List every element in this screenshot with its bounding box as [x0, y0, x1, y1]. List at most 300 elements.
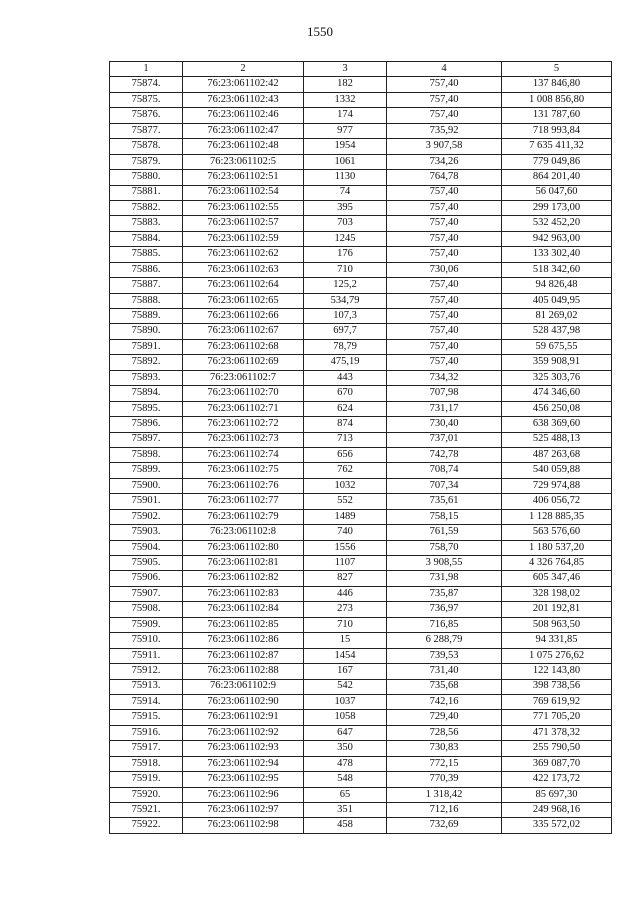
row-number-cell: 75889.: [110, 309, 183, 324]
table-row: [110, 818, 612, 833]
cadastral-number-cell: 76:23:061102:64: [183, 278, 304, 293]
table-row: [110, 216, 612, 231]
specific-value-cell: 757,40: [387, 339, 502, 354]
column-header-2: 2: [183, 62, 304, 77]
column-header-5: 5: [502, 62, 612, 77]
specific-value-cell: 758,70: [387, 540, 502, 555]
table-row: [110, 123, 612, 138]
area-cell: 1061: [304, 154, 387, 169]
cadastral-number-cell: 76:23:061102:96: [183, 787, 304, 802]
area-cell: 762: [304, 463, 387, 478]
specific-value-cell: 757,40: [387, 77, 502, 92]
area-cell: 713: [304, 432, 387, 447]
row-number-cell: 75905.: [110, 556, 183, 571]
column-header-1: 1: [110, 62, 183, 77]
cadastral-value-cell: 769 619,92: [502, 694, 612, 709]
cadastral-value-cell: 779 049,86: [502, 154, 612, 169]
column-header-3: 3: [304, 62, 387, 77]
specific-value-cell: 757,40: [387, 278, 502, 293]
cadastral-value-cell: 359 908,91: [502, 355, 612, 370]
cadastral-number-cell: 76:23:061102:71: [183, 401, 304, 416]
cadastral-value-cell: 508 963,50: [502, 617, 612, 632]
specific-value-cell: 731,17: [387, 401, 502, 416]
area-cell: 542: [304, 679, 387, 694]
table-row: [110, 617, 612, 632]
row-number-cell: 75895.: [110, 401, 183, 416]
cadastral-value-cell: 528 437,98: [502, 324, 612, 339]
table-row: [110, 478, 612, 493]
specific-value-cell: 757,40: [387, 216, 502, 231]
row-number-cell: 75904.: [110, 540, 183, 555]
specific-value-cell: 731,98: [387, 571, 502, 586]
cadastral-number-cell: 76:23:061102:80: [183, 540, 304, 555]
table-row: [110, 494, 612, 509]
cadastral-number-cell: 76:23:061102:48: [183, 139, 304, 154]
row-number-cell: 75878.: [110, 139, 183, 154]
area-cell: 1454: [304, 648, 387, 663]
table-row: [110, 540, 612, 555]
table-row: [110, 262, 612, 277]
table-row: [110, 571, 612, 586]
area-cell: 552: [304, 494, 387, 509]
row-number-cell: 75890.: [110, 324, 183, 339]
table-row: [110, 278, 612, 293]
row-number-cell: 75912.: [110, 664, 183, 679]
table-row: [110, 432, 612, 447]
area-cell: 1489: [304, 509, 387, 524]
row-number-cell: 75921.: [110, 803, 183, 818]
specific-value-cell: 730,83: [387, 741, 502, 756]
cadastral-number-cell: 76:23:061102:69: [183, 355, 304, 370]
cadastral-value-cell: 942 963,00: [502, 231, 612, 246]
cadastral-value-cell: 94 826,48: [502, 278, 612, 293]
cadastral-value-cell: 56 047,60: [502, 185, 612, 200]
row-number-cell: 75913.: [110, 679, 183, 694]
cadastral-number-cell: 76:23:061102:93: [183, 741, 304, 756]
specific-value-cell: 3 907,58: [387, 139, 502, 154]
area-cell: 74: [304, 185, 387, 200]
area-cell: 174: [304, 108, 387, 123]
cadastral-value-cell: 605 347,46: [502, 571, 612, 586]
specific-value-cell: 757,40: [387, 108, 502, 123]
area-cell: 1556: [304, 540, 387, 555]
row-number-cell: 75898.: [110, 447, 183, 462]
cadastral-number-cell: 76:23:061102:73: [183, 432, 304, 447]
cadastral-value-cell: 335 572,02: [502, 818, 612, 833]
area-cell: 710: [304, 262, 387, 277]
area-cell: 395: [304, 200, 387, 215]
table-row: [110, 324, 612, 339]
cadastral-number-cell: 76:23:061102:62: [183, 247, 304, 262]
row-number-cell: 75918.: [110, 756, 183, 771]
specific-value-cell: 712,16: [387, 803, 502, 818]
specific-value-cell: 761,59: [387, 525, 502, 540]
table-row: [110, 231, 612, 246]
cadastral-value-cell: 122 143,80: [502, 664, 612, 679]
area-cell: 1032: [304, 478, 387, 493]
area-cell: 65: [304, 787, 387, 802]
table-row: [110, 401, 612, 416]
row-number-cell: 75876.: [110, 108, 183, 123]
specific-value-cell: 734,26: [387, 154, 502, 169]
cadastral-number-cell: 76:23:061102:43: [183, 92, 304, 107]
row-number-cell: 75902.: [110, 509, 183, 524]
cadastral-number-cell: 76:23:061102:57: [183, 216, 304, 231]
table-row: [110, 154, 612, 169]
cadastral-number-cell: 76:23:061102:5: [183, 154, 304, 169]
specific-value-cell: 1 318,42: [387, 787, 502, 802]
row-number-cell: 75886.: [110, 262, 183, 277]
cadastral-value-cell: 369 087,70: [502, 756, 612, 771]
cadastral-number-cell: 76:23:061102:90: [183, 694, 304, 709]
row-number-cell: 75894.: [110, 386, 183, 401]
specific-value-cell: 739,53: [387, 648, 502, 663]
table-row: [110, 447, 612, 462]
cadastral-number-cell: 76:23:061102:81: [183, 556, 304, 571]
cadastral-number-cell: 76:23:061102:74: [183, 447, 304, 462]
cadastral-value-cell: 249 968,16: [502, 803, 612, 818]
row-number-cell: 75896.: [110, 417, 183, 432]
cadastral-value-cell: 201 192,81: [502, 602, 612, 617]
table-row: [110, 679, 612, 694]
cadastral-number-cell: 76:23:061102:65: [183, 293, 304, 308]
cadastral-number-cell: 76:23:061102:86: [183, 633, 304, 648]
specific-value-cell: 716,85: [387, 617, 502, 632]
cadastral-number-cell: 76:23:061102:98: [183, 818, 304, 833]
specific-value-cell: 757,40: [387, 355, 502, 370]
area-cell: 1058: [304, 710, 387, 725]
table-row: [110, 355, 612, 370]
cadastral-value-cell: 532 452,20: [502, 216, 612, 231]
cadastral-value-cell: 328 198,02: [502, 586, 612, 601]
cadastral-value-cell: 718 993,84: [502, 123, 612, 138]
specific-value-cell: 758,15: [387, 509, 502, 524]
row-number-cell: 75892.: [110, 355, 183, 370]
cadastral-number-cell: 76:23:061102:7: [183, 370, 304, 385]
specific-value-cell: 735,61: [387, 494, 502, 509]
area-cell: 1954: [304, 139, 387, 154]
row-number-cell: 75883.: [110, 216, 183, 231]
specific-value-cell: 772,15: [387, 756, 502, 771]
specific-value-cell: 731,40: [387, 664, 502, 679]
row-number-cell: 75901.: [110, 494, 183, 509]
row-number-cell: 75874.: [110, 77, 183, 92]
row-number-cell: 75885.: [110, 247, 183, 262]
area-cell: 167: [304, 664, 387, 679]
specific-value-cell: 757,40: [387, 309, 502, 324]
specific-value-cell: 770,39: [387, 772, 502, 787]
cadastral-value-cell: 59 675,55: [502, 339, 612, 354]
table-row: [110, 386, 612, 401]
cadastral-number-cell: 76:23:061102:59: [183, 231, 304, 246]
cadastral-number-cell: 76:23:061102:66: [183, 309, 304, 324]
row-number-cell: 75920.: [110, 787, 183, 802]
table-row: [110, 92, 612, 107]
specific-value-cell: 737,01: [387, 432, 502, 447]
specific-value-cell: 736,97: [387, 602, 502, 617]
specific-value-cell: 757,40: [387, 247, 502, 262]
cadastral-value-cell: 563 576,60: [502, 525, 612, 540]
specific-value-cell: 732,69: [387, 818, 502, 833]
table-row: [110, 803, 612, 818]
cadastral-number-cell: 76:23:061102:54: [183, 185, 304, 200]
row-number-cell: 75909.: [110, 617, 183, 632]
table-row: [110, 602, 612, 617]
cadastral-number-cell: 76:23:061102:8: [183, 525, 304, 540]
row-number-cell: 75879.: [110, 154, 183, 169]
table-row: [110, 787, 612, 802]
cadastral-value-cell: 729 974,88: [502, 478, 612, 493]
table-row: [110, 648, 612, 663]
cadastral-number-cell: 76:23:061102:84: [183, 602, 304, 617]
cadastral-number-cell: 76:23:061102:9: [183, 679, 304, 694]
area-cell: 475,19: [304, 355, 387, 370]
table-row: [110, 309, 612, 324]
area-cell: 1107: [304, 556, 387, 571]
cadastral-number-cell: 76:23:061102:92: [183, 725, 304, 740]
table-row: [110, 741, 612, 756]
cadastral-value-cell: 1 075 276,62: [502, 648, 612, 663]
cadastral-value-table: [109, 61, 612, 834]
cadastral-value-cell: 1 008 856,80: [502, 92, 612, 107]
area-cell: 125,2: [304, 278, 387, 293]
row-number-cell: 75906.: [110, 571, 183, 586]
area-cell: 534,79: [304, 293, 387, 308]
table-row: [110, 370, 612, 385]
row-number-cell: 75900.: [110, 478, 183, 493]
area-cell: 1130: [304, 170, 387, 185]
table-row: [110, 664, 612, 679]
cadastral-value-cell: 7 635 411,32: [502, 139, 612, 154]
area-cell: 1245: [304, 231, 387, 246]
cadastral-value-cell: 405 049,95: [502, 293, 612, 308]
area-cell: 827: [304, 571, 387, 586]
specific-value-cell: 735,68: [387, 679, 502, 694]
cadastral-value-cell: 771 705,20: [502, 710, 612, 725]
page-number: 1550: [307, 24, 333, 39]
cadastral-number-cell: 76:23:061102:87: [183, 648, 304, 663]
table-row: [110, 293, 612, 308]
row-number-cell: 75893.: [110, 370, 183, 385]
row-number-cell: 75915.: [110, 710, 183, 725]
cadastral-value-cell: 137 846,80: [502, 77, 612, 92]
specific-value-cell: 735,92: [387, 123, 502, 138]
table-row: [110, 756, 612, 771]
specific-value-cell: 742,78: [387, 447, 502, 462]
cadastral-value-cell: 540 059,88: [502, 463, 612, 478]
row-number-cell: 75875.: [110, 92, 183, 107]
cadastral-number-cell: 76:23:061102:72: [183, 417, 304, 432]
cadastral-number-cell: 76:23:061102:76: [183, 478, 304, 493]
table-row: [110, 339, 612, 354]
specific-value-cell: 735,87: [387, 586, 502, 601]
table-row: [110, 185, 612, 200]
cadastral-value-cell: 456 250,08: [502, 401, 612, 416]
specific-value-cell: 757,40: [387, 324, 502, 339]
specific-value-cell: 708,74: [387, 463, 502, 478]
row-number-cell: 75897.: [110, 432, 183, 447]
cadastral-value-cell: 299 173,00: [502, 200, 612, 215]
cadastral-number-cell: 76:23:061102:85: [183, 617, 304, 632]
cadastral-value-cell: 131 787,60: [502, 108, 612, 123]
cadastral-number-cell: 76:23:061102:91: [183, 710, 304, 725]
cadastral-number-cell: 76:23:061102:51: [183, 170, 304, 185]
table-row: [110, 463, 612, 478]
area-cell: 443: [304, 370, 387, 385]
area-cell: 697,7: [304, 324, 387, 339]
specific-value-cell: 730,06: [387, 262, 502, 277]
specific-value-cell: 757,40: [387, 200, 502, 215]
area-cell: 548: [304, 772, 387, 787]
row-number-cell: 75922.: [110, 818, 183, 833]
cadastral-value-cell: 325 303,76: [502, 370, 612, 385]
table-row: [110, 170, 612, 185]
area-cell: 446: [304, 586, 387, 601]
row-number-cell: 75887.: [110, 278, 183, 293]
table-row: [110, 710, 612, 725]
cadastral-number-cell: 76:23:061102:95: [183, 772, 304, 787]
cadastral-number-cell: 76:23:061102:88: [183, 664, 304, 679]
cadastral-number-cell: 76:23:061102:47: [183, 123, 304, 138]
area-cell: 656: [304, 447, 387, 462]
cadastral-number-cell: 76:23:061102:42: [183, 77, 304, 92]
row-number-cell: 75917.: [110, 741, 183, 756]
cadastral-value-cell: 94 331,85: [502, 633, 612, 648]
row-number-cell: 75916.: [110, 725, 183, 740]
row-number-cell: 75899.: [110, 463, 183, 478]
cadastral-value-cell: 638 369,60: [502, 417, 612, 432]
area-cell: 350: [304, 741, 387, 756]
specific-value-cell: 757,40: [387, 231, 502, 246]
cadastral-number-cell: 76:23:061102:70: [183, 386, 304, 401]
specific-value-cell: 728,56: [387, 725, 502, 740]
specific-value-cell: 729,40: [387, 710, 502, 725]
cadastral-number-cell: 76:23:061102:55: [183, 200, 304, 215]
specific-value-cell: 707,98: [387, 386, 502, 401]
cadastral-value-cell: 487 263,68: [502, 447, 612, 462]
cadastral-value-cell: 525 488,13: [502, 432, 612, 447]
area-cell: 710: [304, 617, 387, 632]
table-row: [110, 509, 612, 524]
cadastral-value-cell: 133 302,40: [502, 247, 612, 262]
column-header-4: 4: [387, 62, 502, 77]
table-row: [110, 139, 612, 154]
cadastral-value-cell: 255 790,50: [502, 741, 612, 756]
table-row: [110, 633, 612, 648]
row-number-cell: 75903.: [110, 525, 183, 540]
area-cell: 107,3: [304, 309, 387, 324]
table-row: [110, 200, 612, 215]
table-row: [110, 417, 612, 432]
area-cell: 1332: [304, 92, 387, 107]
table-body: [110, 77, 612, 833]
row-number-cell: 75911.: [110, 648, 183, 663]
specific-value-cell: 707,34: [387, 478, 502, 493]
area-cell: 15: [304, 633, 387, 648]
row-number-cell: 75882.: [110, 200, 183, 215]
cadastral-value-cell: 518 342,60: [502, 262, 612, 277]
table-row: [110, 725, 612, 740]
area-cell: 351: [304, 803, 387, 818]
area-cell: 703: [304, 216, 387, 231]
area-cell: 874: [304, 417, 387, 432]
cadastral-number-cell: 76:23:061102:75: [183, 463, 304, 478]
table-row: [110, 108, 612, 123]
specific-value-cell: 757,40: [387, 92, 502, 107]
cadastral-number-cell: 76:23:061102:94: [183, 756, 304, 771]
cadastral-value-cell: 85 697,30: [502, 787, 612, 802]
cadastral-number-cell: 76:23:061102:46: [183, 108, 304, 123]
row-number-cell: 75881.: [110, 185, 183, 200]
specific-value-cell: 3 908,55: [387, 556, 502, 571]
area-cell: 176: [304, 247, 387, 262]
cadastral-value-cell: 864 201,40: [502, 170, 612, 185]
row-number-cell: 75891.: [110, 339, 183, 354]
table-row: [110, 586, 612, 601]
cadastral-value-cell: 398 738,56: [502, 679, 612, 694]
row-number-cell: 75877.: [110, 123, 183, 138]
cadastral-value-cell: 406 056,72: [502, 494, 612, 509]
specific-value-cell: 757,40: [387, 185, 502, 200]
row-number-cell: 75919.: [110, 772, 183, 787]
row-number-cell: 75884.: [110, 231, 183, 246]
cadastral-number-cell: 76:23:061102:77: [183, 494, 304, 509]
area-cell: 647: [304, 725, 387, 740]
table-row: [110, 556, 612, 571]
row-number-cell: 75914.: [110, 694, 183, 709]
cadastral-number-cell: 76:23:061102:97: [183, 803, 304, 818]
cadastral-value-cell: 81 269,02: [502, 309, 612, 324]
table-row: [110, 525, 612, 540]
cadastral-value-cell: 1 128 885,35: [502, 509, 612, 524]
row-number-cell: 75907.: [110, 586, 183, 601]
area-cell: 624: [304, 401, 387, 416]
row-number-cell: 75910.: [110, 633, 183, 648]
area-cell: 182: [304, 77, 387, 92]
cadastral-value-cell: 474 346,60: [502, 386, 612, 401]
specific-value-cell: 742,16: [387, 694, 502, 709]
table-row: [110, 772, 612, 787]
cadastral-number-cell: 76:23:061102:82: [183, 571, 304, 586]
specific-value-cell: 734,32: [387, 370, 502, 385]
area-cell: 273: [304, 602, 387, 617]
row-number-cell: 75908.: [110, 602, 183, 617]
table-row: [110, 77, 612, 92]
cadastral-number-cell: 76:23:061102:68: [183, 339, 304, 354]
table-header-row: [110, 62, 612, 77]
row-number-cell: 75880.: [110, 170, 183, 185]
specific-value-cell: 730,40: [387, 417, 502, 432]
cadastral-value-cell: 471 378,32: [502, 725, 612, 740]
area-cell: 478: [304, 756, 387, 771]
area-cell: 977: [304, 123, 387, 138]
area-cell: 740: [304, 525, 387, 540]
cadastral-number-cell: 76:23:061102:63: [183, 262, 304, 277]
cadastral-value-cell: 4 326 764,85: [502, 556, 612, 571]
cadastral-value-cell: 1 180 537,20: [502, 540, 612, 555]
table-row: [110, 694, 612, 709]
area-cell: 78,79: [304, 339, 387, 354]
cadastral-number-cell: 76:23:061102:79: [183, 509, 304, 524]
specific-value-cell: 764,78: [387, 170, 502, 185]
cadastral-value-cell: 422 173,72: [502, 772, 612, 787]
cadastral-number-cell: 76:23:061102:83: [183, 586, 304, 601]
specific-value-cell: 6 288,79: [387, 633, 502, 648]
specific-value-cell: 757,40: [387, 293, 502, 308]
area-cell: 1037: [304, 694, 387, 709]
area-cell: 670: [304, 386, 387, 401]
area-cell: 458: [304, 818, 387, 833]
